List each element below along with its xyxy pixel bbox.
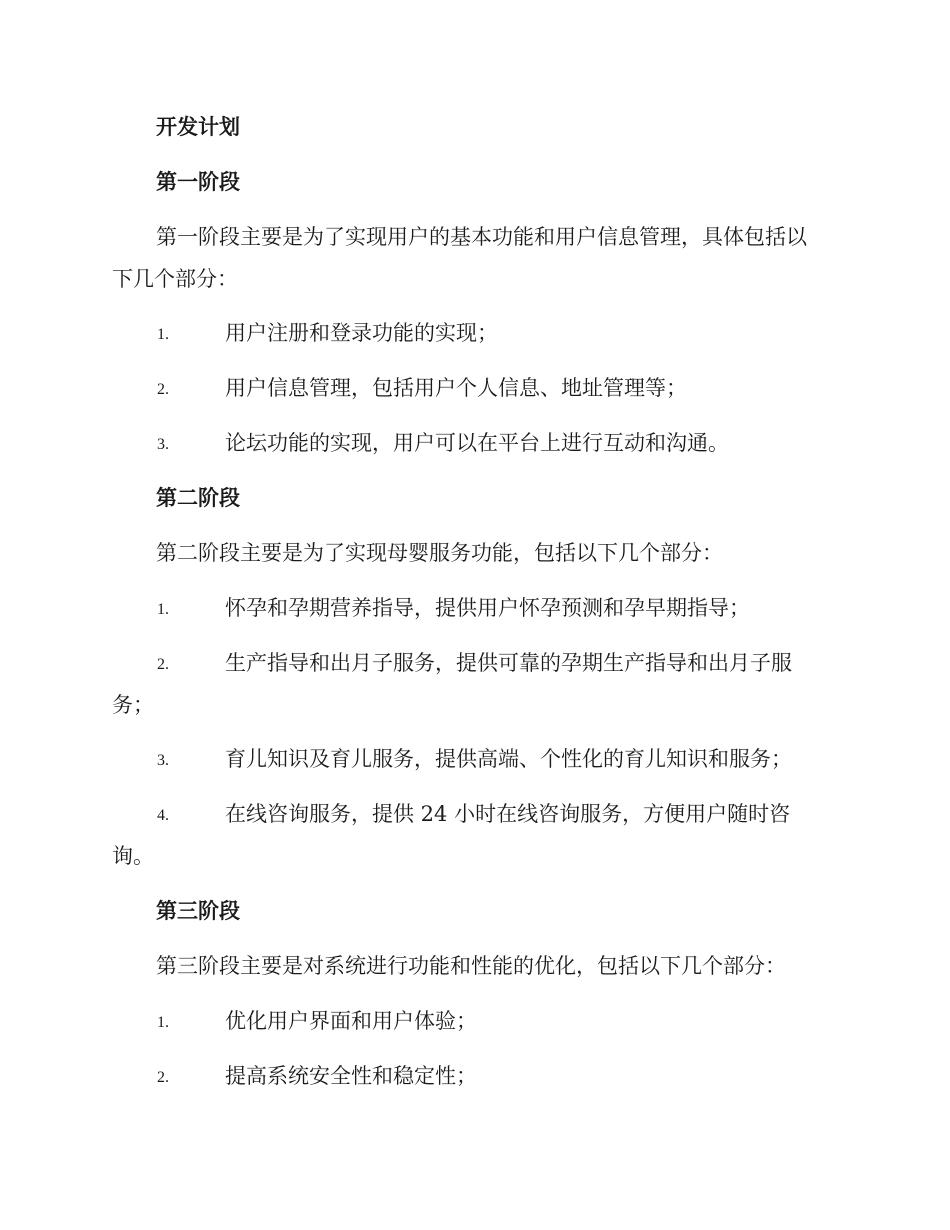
list-item-number: 1.	[157, 601, 169, 618]
document-title: 开发计划	[156, 114, 240, 139]
list-item-number: 3.	[157, 752, 169, 769]
list-item-number: 2.	[157, 1069, 169, 1086]
list-item-number: 2.	[157, 656, 169, 673]
list-item-continuation: 务；	[112, 693, 154, 717]
list-item: 怀孕和孕期营养指导，提供用户怀孕预测和孕早期指导；	[225, 596, 750, 620]
list-item: 育儿知识及育儿服务，提供高端、个性化的育儿知识和服务；	[225, 747, 792, 771]
stage1-heading: 第一阶段	[156, 169, 240, 194]
list-item: 用户信息管理，包括用户个人信息、地址管理等；	[225, 376, 687, 400]
list-item-number: 2.	[157, 381, 169, 398]
list-item: 优化用户界面和用户体验；	[225, 1009, 477, 1033]
list-item: 提高系统安全性和稳定性；	[225, 1064, 477, 1088]
list-item: 生产指导和出月子服务，提供可靠的孕期生产指导和出月子服	[225, 651, 792, 675]
list-item-number: 4.	[157, 807, 169, 824]
stage2-intro-line1: 第二阶段主要是为了实现母婴服务功能，包括以下几个部分：	[156, 541, 723, 565]
list-item-number: 1.	[157, 326, 169, 343]
stage3-intro-line1: 第三阶段主要是对系统进行功能和性能的优化，包括以下几个部分：	[156, 954, 786, 978]
stage2-heading: 第二阶段	[156, 485, 240, 510]
list-item: 在线咨询服务，提供 24 小时在线咨询服务，方便用户随时咨	[225, 802, 791, 826]
stage1-intro-line1: 第一阶段主要是为了实现用户的基本功能和用户信息管理，具体包括以	[156, 225, 807, 249]
stage1-intro-line2: 下几个部分：	[112, 267, 238, 291]
stage3-heading: 第三阶段	[156, 898, 240, 923]
list-item: 论坛功能的实现，用户可以在平台上进行互动和沟通。	[225, 431, 729, 455]
list-item-number: 3.	[157, 436, 169, 453]
list-item-continuation: 询。	[112, 844, 154, 868]
list-item-number: 1.	[157, 1014, 169, 1031]
list-item: 用户注册和登录功能的实现；	[225, 321, 498, 345]
